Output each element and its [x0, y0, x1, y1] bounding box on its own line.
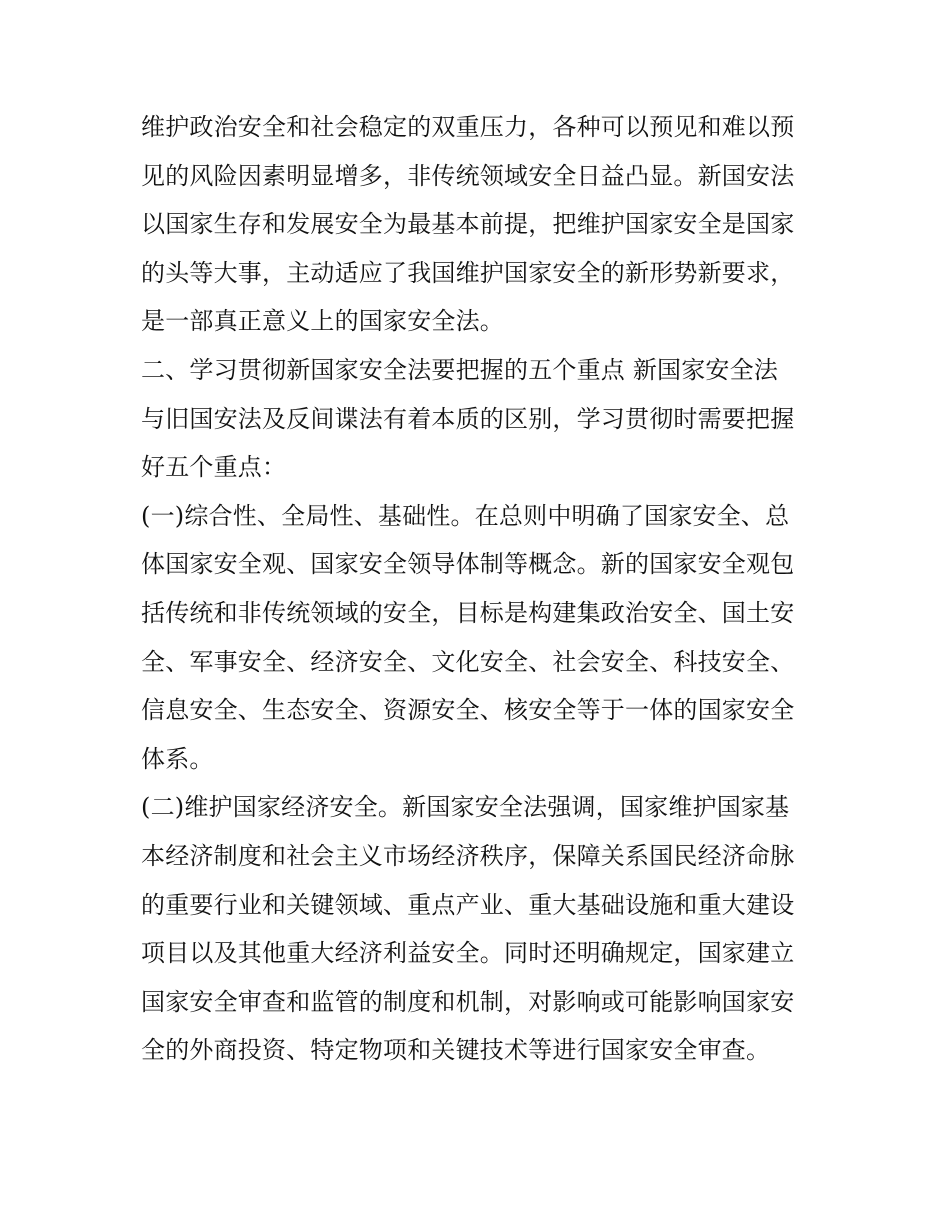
text-line: 的头等大事，主动适应了我国维护国家安全的新形势新要求，: [141, 258, 795, 287]
text-line: 全、军事安全、经济安全、文化安全、社会安全、科技安全、: [141, 647, 795, 676]
text-line: 的重要行业和关键领域、重点产业、重大基础设施和重大建设: [141, 890, 795, 919]
list-item-line: (二)维护国家经济安全。新国家安全法强调，国家维护国家基: [141, 793, 790, 822]
text-line: 与旧国安法及反间谍法有着本质的区别，学习贯彻时需要把握: [141, 404, 795, 433]
text-line: 维护政治安全和社会稳定的双重压力，各种可以预见和难以预: [141, 113, 795, 141]
list-item-line: (一)综合性、全局性、基础性。在总则中明确了国家安全、总: [141, 501, 790, 530]
text-line: 是一部真正意义上的国家安全法。: [141, 307, 504, 336]
section-heading-line: 二、学习贯彻新国家安全法要把握的五个重点 新国家安全法: [141, 355, 779, 384]
text-line: 好五个重点：: [141, 453, 287, 482]
text-line: 信息安全、生态安全、资源安全、核安全等于一体的国家安全: [141, 696, 795, 725]
text-line: 国家安全审查和监管的制度和机制，对影响或可能影响国家安: [141, 987, 795, 1016]
text-line: 项目以及其他重大经济利益安全。同时还明确规定，国家建立: [141, 939, 795, 968]
text-line: 见的风险因素明显增多，非传统领域安全日益凸显。新国安法: [141, 161, 795, 190]
text-line: 体系。: [141, 744, 214, 773]
text-line: 体国家安全观、国家安全领导体制等概念。新的国家安全观包: [141, 550, 795, 579]
document-body: [141, 103, 821, 1075]
text-line: 以国家生存和发展安全为最基本前提，把维护国家安全是国家: [141, 210, 795, 239]
text-line: 括传统和非传统领域的安全，目标是构建集政治安全、国土安: [141, 598, 795, 627]
text-line: 本经济制度和社会主义市场经济秩序，保障关系国民经济命脉: [141, 841, 795, 870]
text-line: 全的外商投资、特定物项和关键技术等进行国家安全审查。: [141, 1036, 771, 1065]
